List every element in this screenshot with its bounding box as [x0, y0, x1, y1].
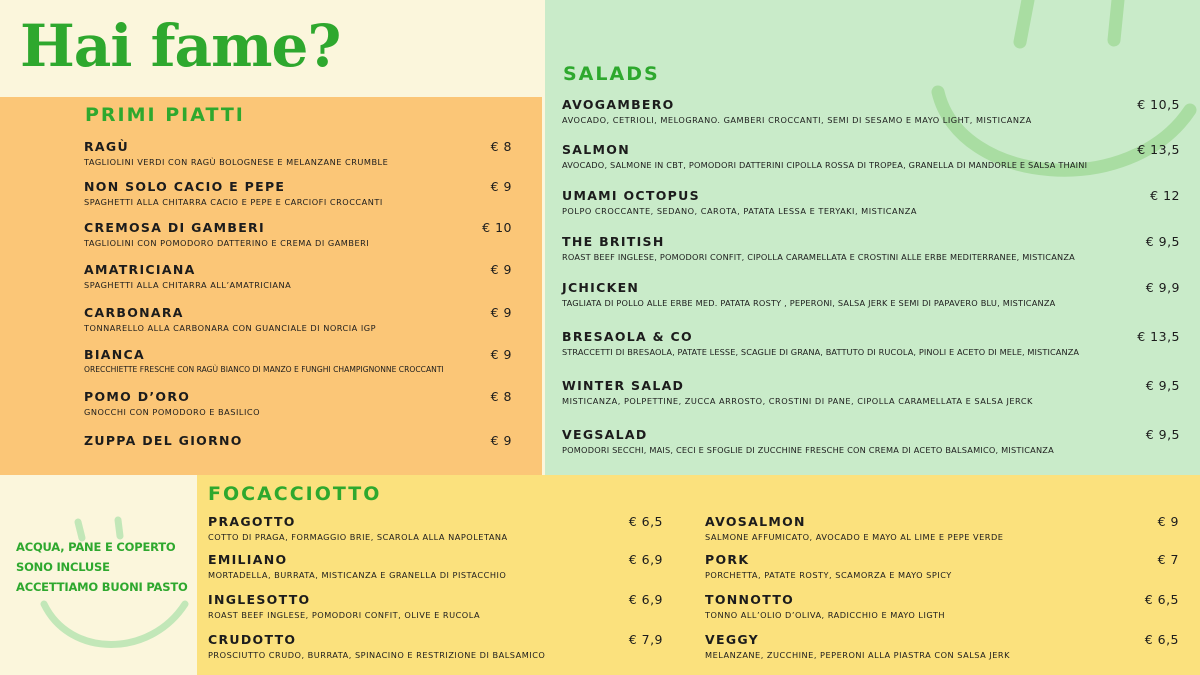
item-price: € 8 — [490, 389, 512, 404]
item-desc: PROSCIUTTO CRUDO, BURRATA, SPINACINO E RESTRIZIONE DI BALSAMICO — [208, 650, 546, 660]
item-price: € 9,5 — [1145, 234, 1180, 249]
item-price: € 6,5 — [1144, 592, 1179, 607]
item-desc: TONNO ALL’OLIO D’OLIVA, RADICCHIO E MAYO LIGTH — [705, 610, 946, 620]
item-name: THE BRITISH — [562, 234, 665, 249]
menu-item — [84, 305, 512, 333]
item-name: INGLESOTTO — [208, 592, 311, 607]
item-desc: ROAST BEEF INGLESE, POMODORI CONFIT, CIPOLLA CARAMELLATA E CROSTINI ALLE ERBE MEDITERRANEE, MISTICANZA — [562, 252, 1075, 262]
item-name: AVOSALMON — [705, 514, 806, 529]
menu-item — [705, 514, 1179, 542]
item-name: BRESAOLA & CO — [562, 329, 693, 344]
item-name: NON SOLO CACIO E PEPE — [84, 179, 286, 194]
item-name: WINTER SALAD — [562, 378, 685, 393]
item-price: € 9 — [490, 262, 512, 277]
note-line: SONO INCLUSE — [16, 560, 110, 574]
item-name: POMO D’ORO — [84, 389, 191, 404]
menu-item — [562, 142, 1180, 170]
item-name: TONNOTTO — [705, 592, 795, 607]
focacciotto-title: FOCACCIOTTO — [208, 483, 382, 505]
item-price: € 7,9 — [628, 632, 663, 647]
item-name: RAGÙ — [84, 139, 129, 154]
item-name: AMATRICIANA — [84, 262, 196, 277]
item-price: € 9,9 — [1145, 280, 1180, 295]
item-price: € 6,5 — [1144, 632, 1179, 647]
menu-item — [562, 280, 1180, 308]
menu-item — [562, 234, 1180, 262]
item-name: BIANCA — [84, 347, 145, 362]
salads-title: SALADS — [563, 63, 660, 85]
item-desc: POLPO CROCCANTE, SEDANO, CAROTA, PATATA LESSA E TERYAKI, MISTICANZA — [562, 206, 917, 216]
item-desc: TONNARELLO ALLA CARBONARA CON GUANCIALE DI NORCIA IGP — [84, 323, 377, 333]
item-desc: ORECCHIETTE FRESCHE CON RAGÙ BIANCO DI MANZO E FUNGHI CHAMPIGNONNE CROCCANTI — [84, 365, 444, 374]
item-price: € 9 — [490, 347, 512, 362]
menu-item — [562, 188, 1180, 216]
menu-item — [84, 179, 512, 207]
item-desc: SPAGHETTI ALLA CHITARRA CACIO E PEPE E CARCIOFI CROCCANTI — [84, 197, 383, 207]
menu-item — [562, 97, 1180, 125]
item-desc: PORCHETTA, PATATE ROSTY, SCAMORZA E MAYO SPICY — [705, 570, 952, 580]
item-desc: STRACCETTI DI BRESAOLA, PATATE LESSE, SCAGLIE DI GRANA, BATTUTO DI RUCOLA, PINOLI E ACETO DI MELE, MISTICANZA — [562, 347, 1080, 357]
item-desc: ROAST BEEF INGLESE, POMODORI CONFIT, OLIVE E RUCOLA — [208, 610, 481, 620]
item-desc: TAGLIOLINI VERDI CON RAGÙ BOLOGNESE E MELANZANE CRUMBLE — [84, 157, 389, 167]
menu-item — [208, 514, 663, 542]
item-name: JCHICKEN — [562, 280, 640, 295]
menu-item — [84, 433, 512, 448]
menu-item — [562, 329, 1180, 357]
menu-item — [84, 139, 512, 167]
item-price: € 9 — [1157, 514, 1179, 529]
item-name: UMAMI OCTOPUS — [562, 188, 700, 203]
item-price: € 9 — [490, 433, 512, 448]
item-desc: MELANZANE, ZUCCHINE, PEPERONI ALLA PIASTRA CON SALSA JERK — [705, 650, 1010, 660]
menu-item — [84, 389, 512, 417]
page-title: Hai fame? — [20, 12, 341, 80]
menu-item — [84, 262, 512, 290]
item-price: € 13,5 — [1137, 142, 1180, 157]
item-price: € 12 — [1150, 188, 1180, 203]
item-name: VEGSALAD — [562, 427, 648, 442]
item-price: € 6,5 — [628, 514, 663, 529]
item-desc: SALMONE AFFUMICATO, AVOCADO E MAYO AL LIME E PEPE VERDE — [705, 532, 1004, 542]
item-desc: TAGLIOLINI CON POMODORO DATTERINO E CREMA DI GAMBERI — [84, 238, 370, 248]
item-desc: POMODORI SECCHI, MAIS, CECI E SFOGLIE DI ZUCCHINE FRESCHE CON CREMA DI ACETO BALSAMICO, MISTICANZA — [562, 445, 1054, 455]
item-desc: AVOCADO, SALMONE IN CBT, POMODORI DATTERINI CIPOLLA ROSSA DI TROPEA, GRANELLA DI MANDORLE E SALSA THAINI — [562, 160, 1088, 170]
menu-item — [84, 220, 512, 248]
item-desc: SPAGHETTI ALLA CHITARRA ALL’AMATRICIANA — [84, 280, 292, 290]
item-price: € 9 — [490, 305, 512, 320]
item-price: € 13,5 — [1137, 329, 1180, 344]
item-name: PRAGOTTO — [208, 514, 296, 529]
item-name: CARBONARA — [84, 305, 184, 320]
item-price: € 9,5 — [1145, 378, 1180, 393]
item-name: EMILIANO — [208, 552, 288, 567]
item-name: PORK — [705, 552, 750, 567]
menu-item — [84, 347, 512, 374]
menu-item — [208, 592, 663, 620]
item-price: € 10 — [482, 220, 512, 235]
menu-item — [705, 552, 1179, 580]
menu-item — [208, 552, 663, 580]
item-name: CREMOSA DI GAMBERI — [84, 220, 265, 235]
item-desc: COTTO DI PRAGA, FORMAGGIO BRIE, SCAROLA ALLA NAPOLETANA — [208, 532, 508, 542]
item-name: AVOGAMBERO — [562, 97, 675, 112]
item-price: € 7 — [1157, 552, 1179, 567]
item-desc: TAGLIATA DI POLLO ALLE ERBE MED. PATATA ROSTY , PEPERONI, SALSA JERK E SEMI DI PAPAVERO BLU, MISTICANZA — [562, 298, 1056, 308]
item-desc: GNOCCHI CON POMODORO E BASILICO — [84, 407, 261, 417]
item-price: € 9 — [490, 179, 512, 194]
item-desc: MISTICANZA, POLPETTINE, ZUCCA ARROSTO, CROSTINI DI PANE, CIPOLLA CARAMELLATA E SALSA JERCK — [562, 396, 1033, 406]
menu-item — [705, 592, 1179, 620]
item-price: € 10,5 — [1137, 97, 1180, 112]
menu-item — [562, 427, 1180, 455]
primi-title: PRIMI PIATTI — [85, 104, 245, 126]
item-price: € 6,9 — [628, 552, 663, 567]
menu-item — [562, 378, 1180, 406]
note-line: ACQUA, PANE E COPERTO — [16, 540, 176, 554]
info-note — [16, 537, 188, 597]
item-name: SALMON — [562, 142, 630, 157]
item-name: VEGGY — [705, 632, 760, 647]
item-name: ZUPPA DEL GIORNO — [84, 433, 243, 448]
item-desc: MORTADELLA, BURRATA, MISTICANZA E GRANELLA DI PISTACCHIO — [208, 570, 507, 580]
item-name: CRUDOTTO — [208, 632, 297, 647]
item-desc: AVOCADO, CETRIOLI, MELOGRANO. GAMBERI CROCCANTI, SEMI DI SESAMO E MAYO LIGHT, MISTICANZA — [562, 115, 1032, 125]
note-line: ACCETTIAMO BUONI PASTO — [16, 580, 188, 594]
item-price: € 8 — [490, 139, 512, 154]
menu-item — [705, 632, 1179, 660]
menu-item — [208, 632, 663, 660]
item-price: € 6,9 — [628, 592, 663, 607]
item-price: € 9,5 — [1145, 427, 1180, 442]
